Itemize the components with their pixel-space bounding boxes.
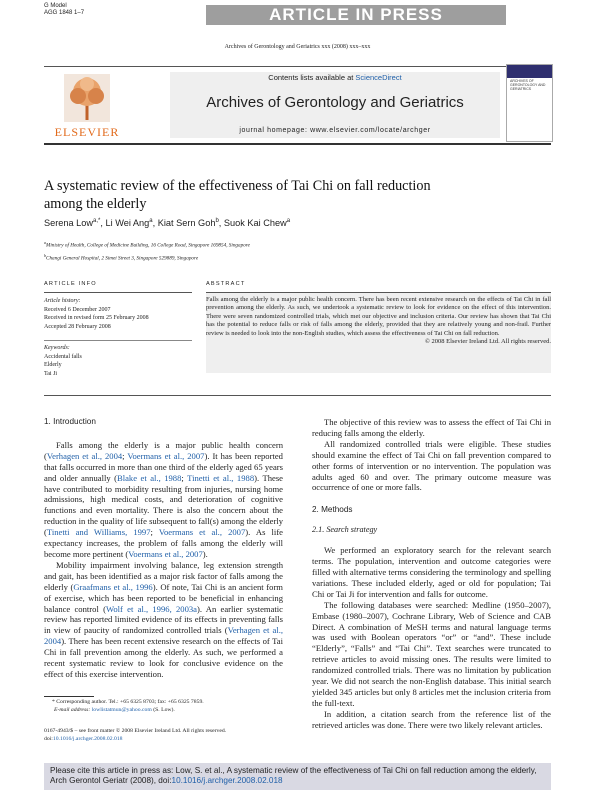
- abstract-heading: ABSTRACT: [206, 281, 246, 287]
- abstract-text: Falls among the elderly is a major public health concern. There has been recent extensive research on the effects of Tai Chi in fall prevention among the elderly. As such, we undertook a systematic review to look for evidence on the effect of this intervention. There were seven randomized controlled trials, which met our objective and inclusion criteria. Our review has shown that Tai Chi has the potential to reduce falls or risk of falls among the elderly, provided that they are relatively young and non-frail. Further review is needed to look into the non-English studies, which assess the effectiveness of Tai Chi on fall reduction. © 2008 Elsevier Ireland Ltd. All rights reserved.: [206, 296, 551, 346]
- divider: [206, 292, 551, 293]
- author-name: Suok Kai Chew: [223, 218, 287, 229]
- journal-homepage: journal homepage: www.elsevier.com/locate/archger: [239, 127, 431, 134]
- section-heading-introduction: 1. Introduction: [44, 417, 96, 426]
- publisher-name: ELSEVIER: [54, 125, 120, 139]
- article-info-heading: ARTICLE INFO: [44, 281, 97, 287]
- gmodel-label: G Model AGG 1848 1–7: [44, 3, 85, 16]
- keywords: Keywords: Accidental falls Elderly Tai Ji: [44, 345, 82, 377]
- article-history: Article history: Received 6 December 2007 Received in revised form 25 February 2008 Accepted 28 February 2008: [44, 298, 149, 330]
- body-right-column: The objective of this review was to assess the effect of Tai Chi in reducing falls among the elderly. All randomized controlled trials were eligible. These studies should examine the effect of Tai Chi on fall prevention compared to other forms of intervention or no intervention. The population was adults aged 60 and over. The primary outcome measure was occurrence of one or more falls. 2. Methods 2.1. Search strategy We performed an exploratory search for the relevant search terms. The population, intervention and outcome categories were filled with alternative terms considering the terminology and spelling variations. These included elderly, aged or old for population; Tai Chi or Tai Ji for intervention and falls for outcome. The following databases were searched: Medline (1950–2007), Embase (1980–2007), Cochrane Library, Web of Science and CAB Direct. A combination of MeSH terms and natural language terms was used with Boolean operators “or” or “and”. These include “Elderly”, “Falls” and “Tai Chi”. Text searches were truncated to retrieve articles to avoid missing ones. The results were limited to randomized controlled trials. There was no limitation by publication year. We did not search the non-English database. This initial search yielded 345 articles but only 8 articles met the inclusion criteria from the full-text. In addition, a citation search from the reference list of the retrieved articles was done. There were two likely relevant articles.: [312, 417, 551, 730]
- article-in-press-banner: ARTICLE IN PRESS: [206, 5, 506, 25]
- citation-text: Please cite this article in press as: Low, S. et al., A systematic review of the effectiveness of Tai Chi on fall reduction among the elderly, Arch Gerontol Geriatr (2008), doi:10.1016/j.archger.2008.02.018: [50, 766, 537, 785]
- corresponding-author-footnote: * Corresponding author. Tel.: +65 6325 8703; fax: +65 6325 7859. E-mail address: lowlistatmun@yahoo.com (S. Low).: [52, 699, 204, 713]
- author-name: Li Wei Ang: [105, 218, 150, 229]
- divider: [44, 340, 192, 341]
- header-rule-thick: [44, 143, 551, 145]
- affiliations: $^a$Ministry of Health, College of Medicine Building, 16 College Road, Singapore 169854, Singapore $^b$Changi General Hospital, 2 Simei Street 3, Singapore 529889, Singapore: [44, 240, 250, 262]
- running-head: Archives of Gerontology and Geriatrics xxx (2008) xxx–xxx: [224, 44, 371, 50]
- divider: [44, 292, 192, 293]
- journal-title: Archives of Gerontology and Geriatrics: [206, 94, 464, 111]
- divider: [44, 395, 551, 396]
- email-link[interactable]: lowlistatmun@yahoo.com: [91, 706, 152, 713]
- body-left-column: 1. Introduction Falls among the elderly is a major public health concern (Verhagen et al., 2004; Voermans et al., 2007). It has been reported that falls occurred in more than one third of the elderly aged 65 years and older annually (Blake et al., 1988; Tinetti et al., 1988). These have contributed to morbidity resulting from injuries, nursing home admissions, high medical costs, and deterioration of cognitive functions and even mortality. There is also the concern about the reduction in the quality of life subsequent to fall(s) among the elderly (Tinetti and Williams, 1997; Voermans et al., 2007). As life expectancy increases, the problem of falls among the elderly will become more pertinent (Voermans et al., 2007). Mobility impairment involving balance, leg extension strength and gait, has been identified as a major risk factor of falls among the elderly (Graafmans et al., 1996). Of note, Tai Chi is an ancient form of exercise, which has been reported to be beneficial in enhancing balance control (Wolf et al., 1996, 2003a). An earlier systematic review has reported limited evidence of its effects in preventing falls in view of paucity of randomized controlled trials (Verhagen et al., 2004). There has been recent extensive research on the effects of Tai Chi in fall prevention among the elderly. As such, we performed a recent systematic review to look for conclusive evidence on the effect of this exercise intervention.: [44, 417, 284, 679]
- doi-link[interactable]: 10.1016/j.archger.2008.02.018: [52, 736, 123, 742]
- author-name: Serena Low: [44, 218, 94, 229]
- author-list: Serena Low$^{a,*}$, Li Wei Ang$^a$, Kiat Sern Goh$^b$, Suok Kai Chew$^a$: [44, 218, 291, 229]
- homepage-link[interactable]: www.elsevier.com/locate/archger: [310, 127, 431, 134]
- section-heading-methods: 2. Methods: [312, 505, 353, 515]
- sciencedirect-link[interactable]: ScienceDirect: [355, 73, 402, 82]
- subsection-heading-search-strategy: 2.1. Search strategy: [312, 525, 378, 535]
- article-title: A systematic review of the effectiveness of Tai Chi on fall reduction among the elderly: [44, 178, 431, 212]
- citation-doi-link[interactable]: 10.1016/j.archger.2008.02.018: [171, 776, 283, 785]
- header-rule: [44, 66, 551, 67]
- contents-line: Contents lists available at ScienceDirect: [268, 73, 402, 82]
- footnote-rule: [44, 696, 94, 697]
- imprint: 0167-4943/$ – see front matter © 2008 Elsevier Ireland Ltd. All rights reserved. doi:10.1016/j.archger.2008.02.018: [44, 728, 227, 742]
- journal-cover-thumbnail: ARCHIVES OF GERONTOLOGY AND GERIATRICS: [506, 64, 553, 142]
- author-name: Kiat Sern Goh: [157, 218, 216, 229]
